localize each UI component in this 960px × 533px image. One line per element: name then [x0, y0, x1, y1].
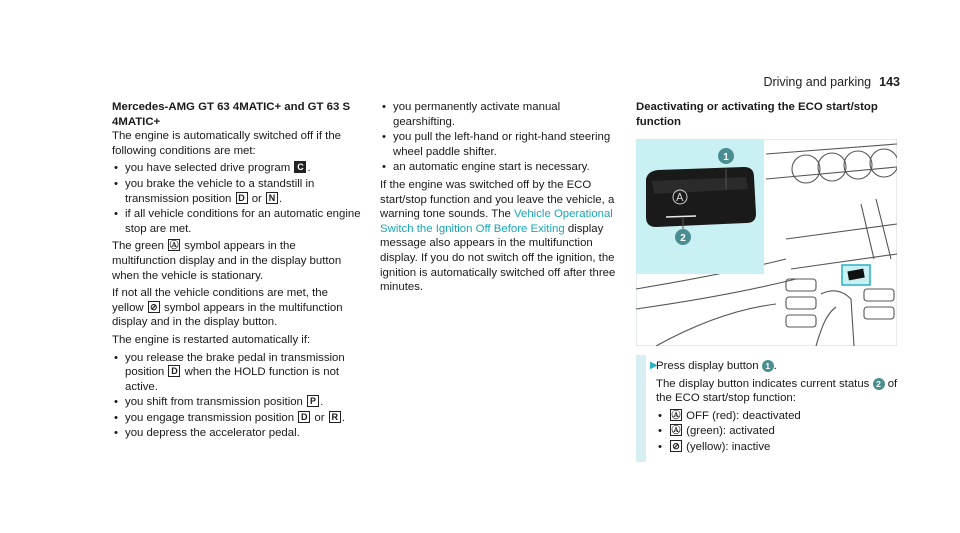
- heading-amg: Mercedes-AMG GT 63 4MATIC+ and GT 63 S 4MATIC+: [112, 101, 351, 128]
- callout-2-inline: 2: [873, 378, 885, 390]
- list-item: • you have selected drive program C .: [112, 161, 362, 176]
- status-list: [656, 409, 916, 455]
- gear-d-icon: D: [168, 365, 180, 377]
- eco-button-figure: [636, 139, 897, 346]
- conditions-list: [112, 161, 362, 236]
- list-item: • Ⓐ OFF (red): deactivated: [656, 409, 916, 424]
- page-number: 143: [879, 75, 900, 89]
- gear-d-icon: D: [236, 192, 248, 204]
- paragraph-restart: The engine is restarted automatically if:: [112, 333, 311, 346]
- gear-p-icon: P: [307, 395, 319, 407]
- list-item: • you engage transmission position D or R .: [112, 411, 362, 426]
- list-item: • you release the brake pedal in transmission position D when the HOLD function is not active.: [112, 351, 362, 395]
- gear-d-icon: D: [298, 411, 310, 423]
- step-arrow-icon: ▶: [650, 360, 658, 371]
- list-item: • Ⓐ (green): activated: [656, 424, 916, 439]
- list-item: • if all vehicle conditions for an automatic engine stop are met.: [112, 207, 362, 236]
- button-symbol-text: A: [676, 191, 684, 204]
- column-3: [636, 100, 896, 129]
- gear-r-icon: R: [329, 411, 341, 423]
- eco-on-icon: Ⓐ: [671, 425, 681, 436]
- page-header: [763, 75, 900, 89]
- restart-list-continued: [380, 100, 625, 175]
- eco-inactive-icon: ⊘: [670, 440, 682, 452]
- heading-eco: Deactivating or activating the ECO start/stop function: [636, 101, 878, 128]
- restart-list: [112, 351, 362, 442]
- eco-active-icon: Ⓐ: [169, 240, 179, 251]
- drive-program-c-icon: C: [294, 161, 306, 173]
- section-title: Driving and parking: [763, 75, 872, 89]
- list-item: • you depress the accelerator pedal.: [112, 426, 362, 441]
- paragraph-green: The green Ⓐ symbol appears in the multifunction display and in the display button when the vehicle is stationary.: [112, 240, 342, 282]
- callout-1: 1: [723, 152, 729, 163]
- column-1: [112, 100, 362, 444]
- gear-n-icon: N: [266, 192, 278, 204]
- paragraph-conditions: The engine is automatically switched off if the following conditions are met:: [112, 130, 341, 157]
- list-item: • ⊘ (yellow): inactive: [656, 440, 916, 455]
- eco-off-icon: Ⓐ: [671, 409, 681, 420]
- instruction-block: [636, 355, 916, 462]
- paragraph-yellow: If not all the vehicle conditions are met, the yellow ⊘ symbol appears in the multifunction display and in the display button.: [112, 287, 343, 329]
- list-item: • you pull the left-hand or right-hand steering wheel paddle shifter.: [380, 130, 625, 159]
- list-item: • an automatic engine start is necessary.: [380, 160, 625, 175]
- step-press: Press display button 1 .: [656, 360, 777, 372]
- callout-2: 2: [680, 233, 686, 244]
- column-2: [380, 100, 625, 298]
- list-item: • you shift from transmission position P .: [112, 395, 362, 410]
- list-item: • you brake the vehicle to a standstill in transmission position D or N .: [112, 177, 362, 206]
- list-item: • you permanently activate manual gearshifting.: [380, 100, 625, 129]
- eco-inactive-icon: ⊘: [148, 301, 160, 313]
- display-message-link[interactable]: Vehicle Operational Switch the Ignition Off Before Exiting: [380, 208, 613, 235]
- step-description: The display button indicates current status 2 of the ECO start/stop function:: [656, 377, 898, 405]
- paragraph-warning: If the engine was switched off by the ECO start/stop function and you leave the vehicle, a warning tone sounds. The Vehicle Operational Switch the Ignition Off Before Exiting display message also appears in the multifunction display. If you do not switch off the ignition, the ignition is automatically switched off after three minutes.: [380, 178, 616, 294]
- callout-1-inline: 1: [762, 360, 774, 372]
